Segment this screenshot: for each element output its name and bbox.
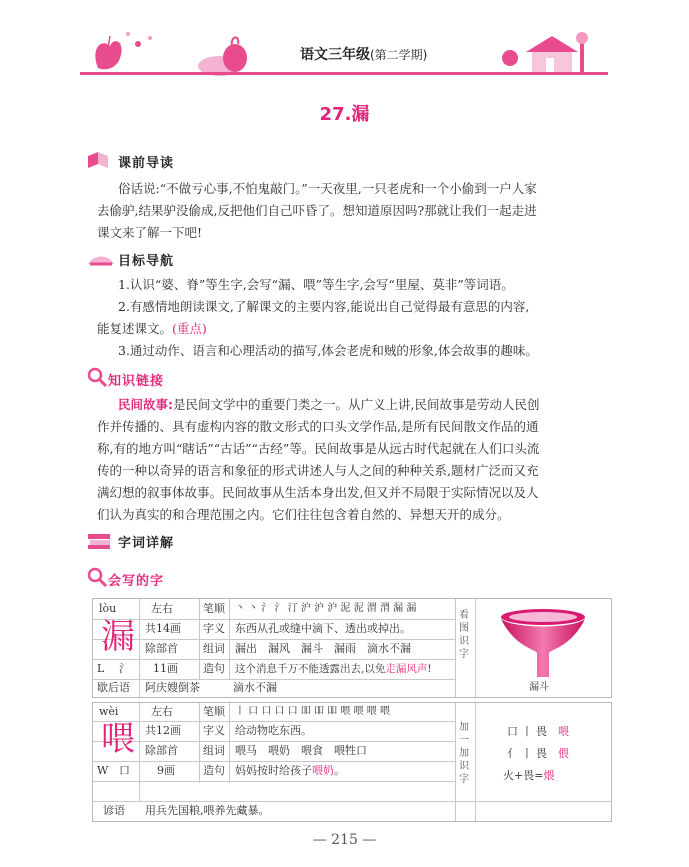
big-character: 喂 [101,719,135,759]
knowledge-line-3: 称,有的地方叫“瞎话”“古话”“古经”等。民间故事是从远古时代起就在人们口头流 [97,441,540,456]
preview-line-2: 去偷驴,结果驴没偷成,反把他们自己吓昏了。想知道原因吗?那就让我们一起走进 [97,203,537,218]
book-subtitle: (第二学期) [370,48,428,62]
page-number: — 215 — [312,832,377,848]
big-character: 漏 [101,617,135,657]
meaning: 东西从孔或缝中滴下、透出或掉出。 [235,622,411,635]
knowledge-line-1: 民间故事:是民间文学中的重要门类之一。从广义上讲,民间故事是劳动人民创 [118,397,540,412]
knowledge-line-4: 传的一种以奇异的语言和象征的形式讲述人与人之间的种种关系,题材广泛而又充 [97,463,539,478]
stroke-count: 共12画 [145,724,181,737]
flower-icon [95,32,152,69]
label-phrases: 组词 [203,642,225,655]
extra-label: 歇后语 [97,681,130,694]
compose-row-3: 火+畏=煨 [503,769,555,782]
stroke-order: 丨 口 口 口 口 吅 吅 吅 喂 喂 喂 喂 [235,706,390,717]
knowledge-term: 民间故事: [118,397,173,412]
image-caption: 漏斗 [529,682,549,693]
structure: 左右 [151,705,173,718]
stroke-count: 共14画 [145,622,181,635]
pinyin: lòu [99,602,117,615]
knowledge-line-2: 作并传播的、具有虚构内容的散文形式的口头文学作品,是所有民间散文作品的通 [97,419,539,434]
sentence: 妈妈按时给孩子喂奶。 [235,764,345,777]
funnel-icon [493,607,593,687]
preview-icon [86,150,112,174]
side-label-add: 加一加识字 [459,722,469,785]
words-heading: 字词详解 [118,536,175,551]
lesson-title: 27.漏 [319,104,370,125]
meaning: 给动物吃东西。 [235,724,312,737]
goals-heading: 目标导航 [118,254,175,269]
label-sentence: 造句 [203,662,225,675]
goal-item-3: 3.通过动作、语言和心理活动的描写,体会老虎和贼的形象,体会故事的趣味。 [118,343,538,358]
rest-strokes: 11画 [153,662,178,675]
knowledge-line-5: 满幻想的叙事体故事。民间故事从生活本身出发,但又并不局限于实际情况以及人 [97,485,539,500]
label-order: 笔顺 [203,602,225,615]
index-letter: W [97,764,109,777]
goals-icon [86,250,116,272]
phrases: 喂马 喂奶 喂食 喂牲口 [235,744,367,757]
pinyin: wèi [99,705,119,718]
compose-row-2: 亻 丨 畏 偎 [507,747,569,760]
label-meaning: 字义 [203,724,225,737]
bush-icon [198,37,247,76]
extra-label: 谚语 [103,804,125,817]
header-divider [80,72,608,75]
side-label-look: 看图识字 [459,610,469,660]
write-chars-heading: 会写的字 [108,574,165,589]
key-point-tag: (重点) [172,321,207,336]
phrases: 漏出 漏风 漏斗 漏雨 滴水不漏 [235,642,411,655]
house-icon [502,32,588,72]
index-letter: L [97,662,105,675]
goal-item-2: 2.有感情地朗读课文,了解课文的主要内容,能说出自己觉得最有意思的内容, [118,299,530,314]
rest-strokes: 9画 [157,764,175,777]
structure: 左右 [151,602,173,615]
preview-line-1: 俗话说:“不做亏心事,不怕鬼敲门。”一天夜里,一只老虎和一个小偷到一户人家 [118,181,537,196]
knowledge-line-6: 们认为真实的和合理范围之内。它们往往包含着自然的、异想天开的成分。 [97,507,510,522]
char-card-lou [92,598,612,698]
label-order: 笔顺 [203,705,225,718]
book-title: 语文三年级(第二学期) [300,47,428,63]
sentence: 这个消息千万不能透露出去,以免走漏风声! [235,663,432,675]
label-phrases: 组词 [203,744,225,757]
compose-row-1: 口 丨 畏 喂 [507,725,569,738]
preview-line-3: 课文来了解一下吧! [97,225,203,240]
extra-text: 阿庆嫂倒茶 滴水不漏 [145,681,277,694]
knowledge-heading: 知识链接 [108,374,165,389]
goal-item-2-cont: 能复述课文。(重点) [97,321,207,336]
stroke-order: 丶 丶 氵 氵 汀 沪 沪 沪 泥 泥 渭 渭 漏 漏 [235,603,417,614]
radical-label: 除部首 [145,744,178,757]
char-card-wei [92,702,612,822]
books-icon [86,530,112,554]
label-meaning: 字义 [203,622,225,635]
radical: 氵 [119,662,130,675]
label-sentence: 造句 [203,764,225,777]
magnifier-icon-2 [86,566,108,592]
extra-text: 用兵先国粮,喂养先藏暴。 [145,804,270,817]
magnifier-icon [86,366,108,392]
preview-heading: 课前导读 [118,156,175,171]
radical: 口 [119,764,130,777]
radical-label: 除部首 [145,642,178,655]
goal-item-1: 1.认识“婆、脊”等生字,会写“漏、喂”等生字,会写“里屋、莫非”等词语。 [118,277,514,292]
